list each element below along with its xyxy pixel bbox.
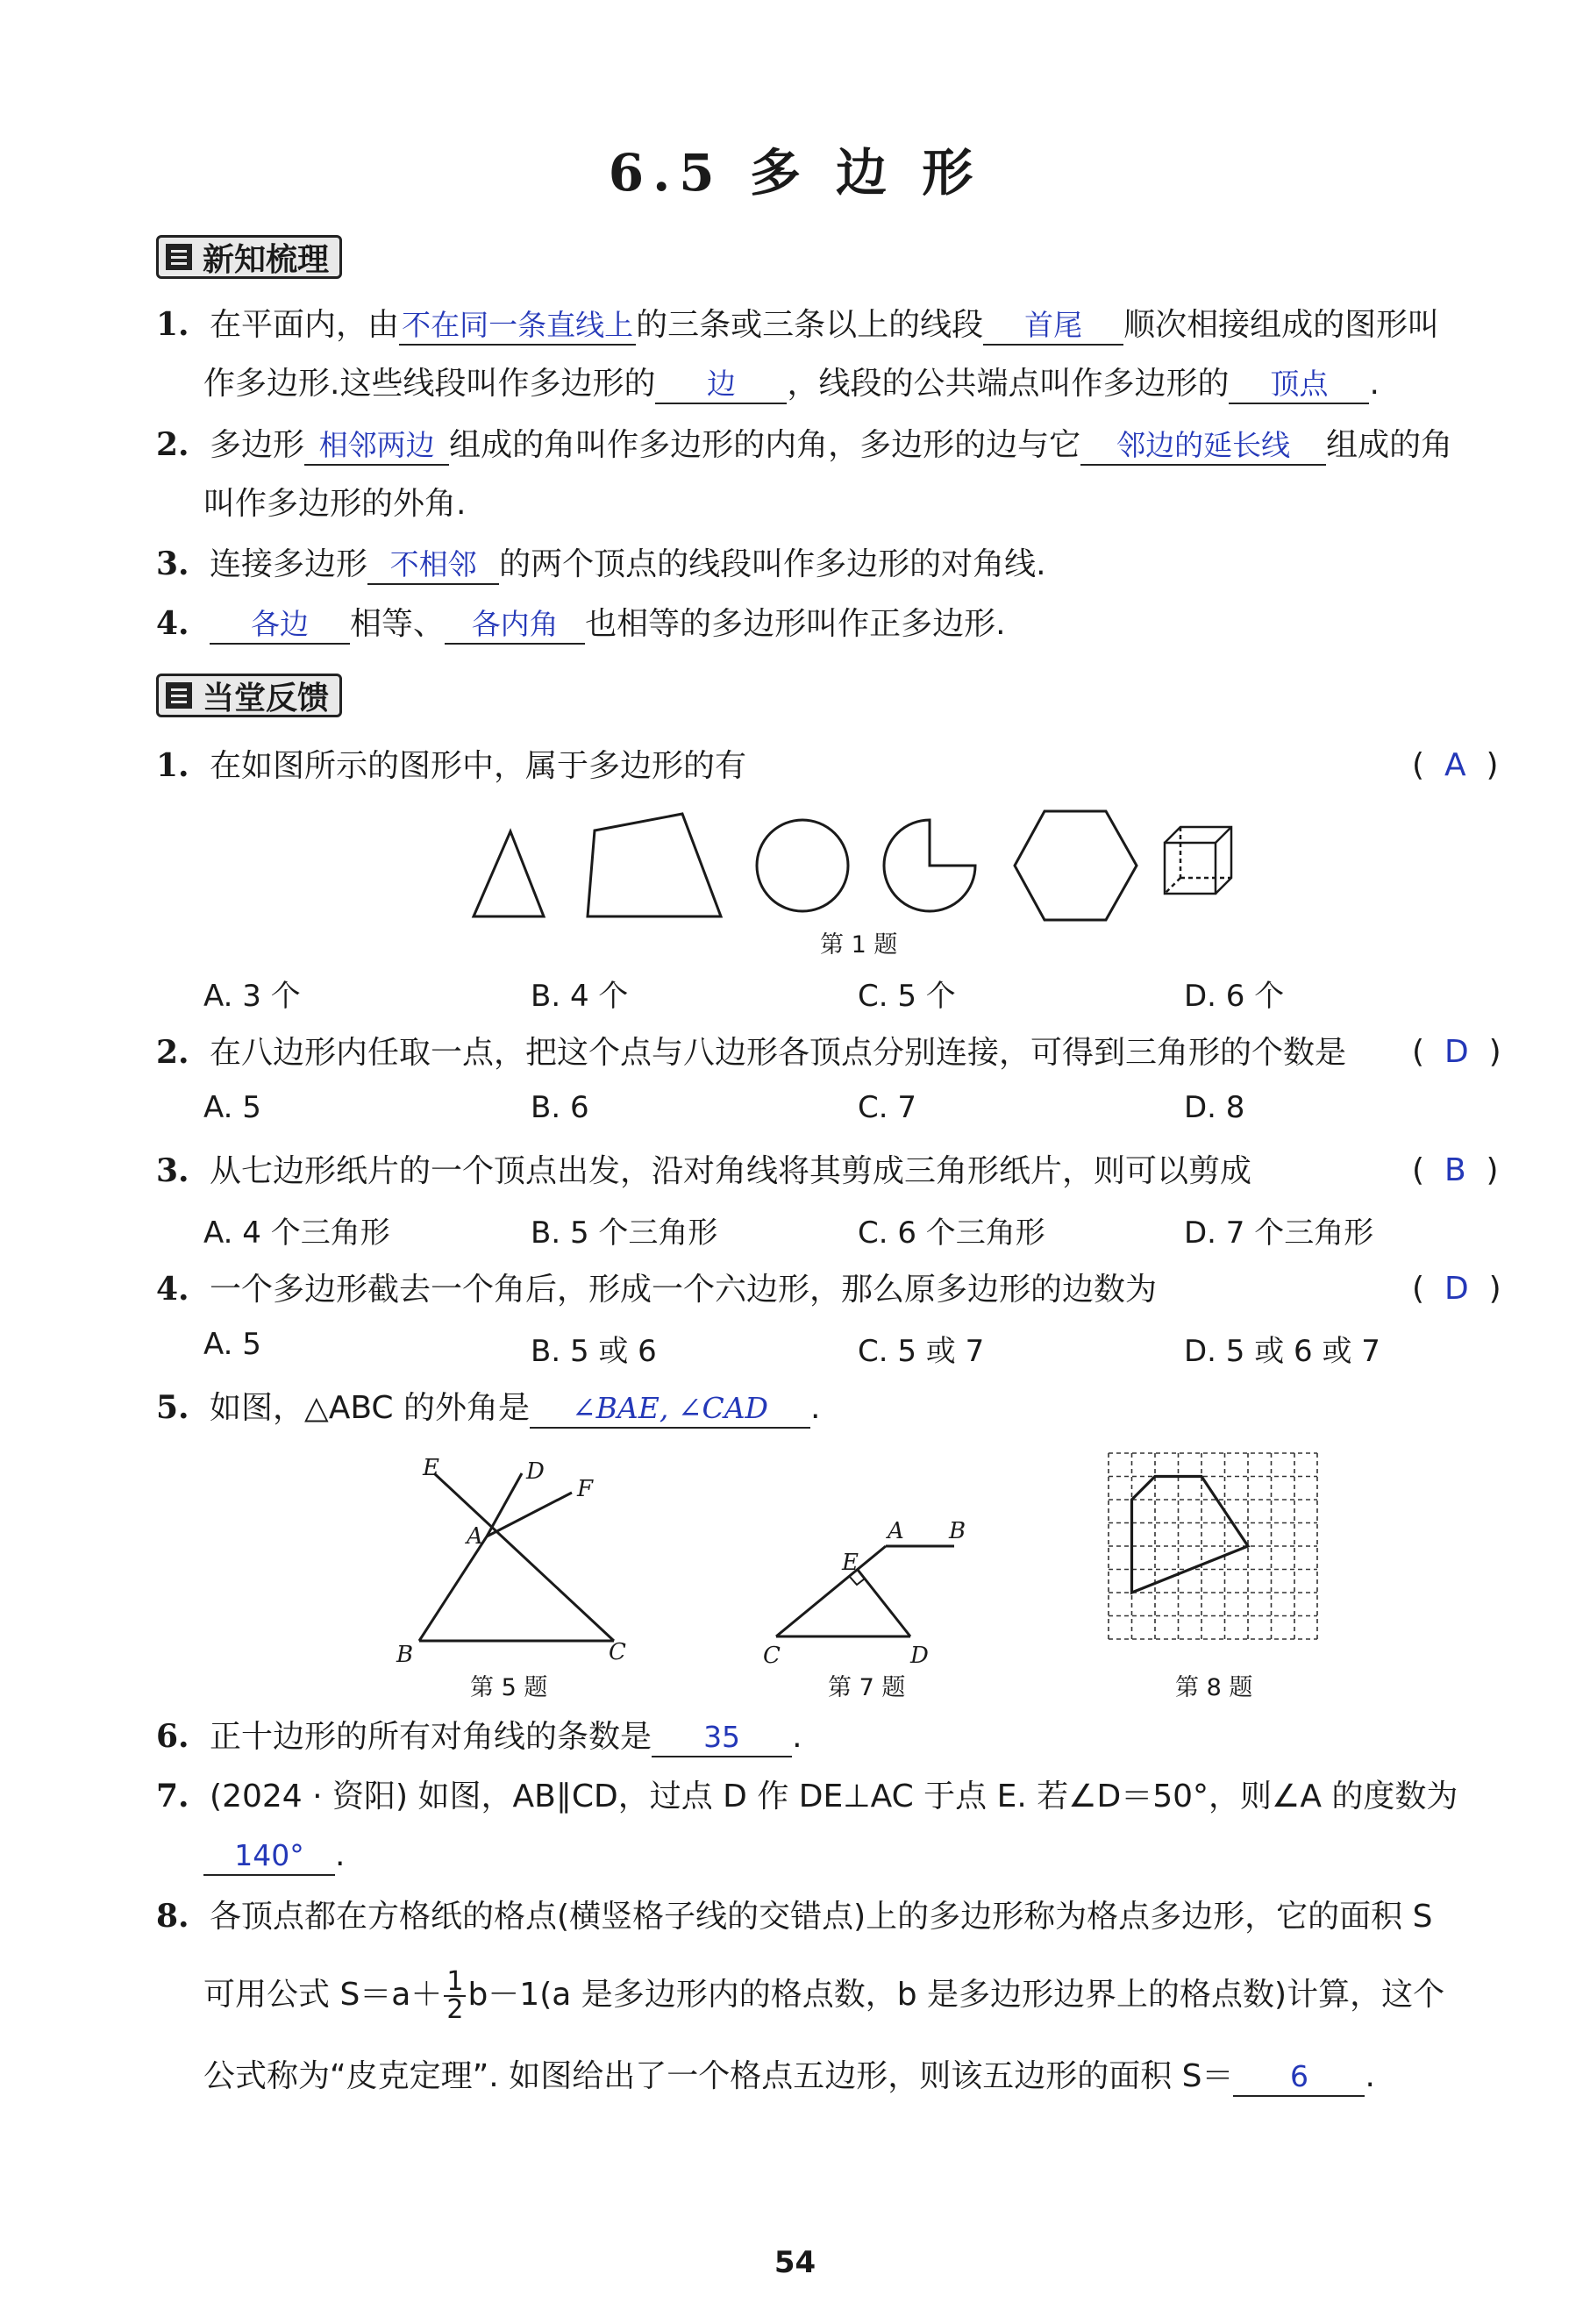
question-text: (2024 · 资阳) 如图，AB∥CD，过点 D 作 DE⊥AC 于点 E. 若∠D＝50°，则∠A 的度数为 bbox=[210, 1779, 1458, 1814]
feedback-q1 bbox=[156, 744, 746, 788]
book-icon bbox=[166, 244, 192, 270]
question-number: 2. bbox=[156, 1034, 189, 1071]
figure-8 bbox=[1107, 1451, 1326, 1662]
label-F: F bbox=[577, 1476, 594, 1502]
paren-open: ( bbox=[1412, 1034, 1425, 1070]
text: . bbox=[810, 1390, 821, 1426]
page-title: 6.5 多 边 形 bbox=[608, 143, 982, 203]
paren-open: ( bbox=[1412, 747, 1425, 783]
figure-5-caption: 第 5 题 bbox=[470, 1674, 548, 1701]
text: . bbox=[792, 1719, 802, 1755]
option-a: A. 4 个三角形 bbox=[203, 1215, 390, 1251]
section-header-feedback bbox=[156, 674, 342, 717]
feedback-q7 bbox=[156, 1774, 1458, 1819]
figure-1-shapes bbox=[456, 794, 1263, 934]
answer-blank: 各内角 bbox=[445, 606, 585, 645]
answer-blank: 140° bbox=[203, 1837, 335, 1876]
option-c: C. 6 个三角形 bbox=[858, 1215, 1045, 1251]
question-text: 公式称为“皮克定理”. 如图给出了一个格点五边形，则该五边形的面积 S＝ bbox=[203, 2058, 1234, 2094]
option-d: D. 7 个三角形 bbox=[1184, 1215, 1374, 1251]
option-b: B. 4 个 bbox=[531, 979, 629, 1014]
answer-blank: ∠BAE, ∠CAD bbox=[530, 1390, 810, 1429]
text: 作多边形.这些线段叫作多边形的 bbox=[203, 366, 656, 402]
feedback-q8-formula-line bbox=[203, 1966, 1445, 2025]
answer-blank: 35 bbox=[652, 1719, 792, 1757]
paren-close: ) bbox=[1488, 1034, 1501, 1070]
label-C: C bbox=[763, 1643, 781, 1669]
answer-blank: 不在同一条直线上 bbox=[399, 307, 636, 346]
answer-paren bbox=[1412, 744, 1499, 788]
knowledge-q4 bbox=[156, 602, 1006, 646]
figure-7-caption: 第 7 题 bbox=[828, 1674, 906, 1701]
question-number: 4. bbox=[156, 605, 189, 642]
knowledge-q1-cont bbox=[203, 362, 1380, 406]
question-text: 正十边形的所有对角线的条数是 bbox=[210, 1719, 652, 1755]
feedback-q2 bbox=[156, 1030, 1346, 1075]
segment-DE bbox=[858, 1570, 910, 1636]
question-number: 1. bbox=[156, 306, 189, 343]
question-number: 3. bbox=[156, 1152, 189, 1189]
cube-shape bbox=[1165, 827, 1231, 894]
text: 顺次相接组成的图形叫 bbox=[1123, 307, 1440, 343]
answer-blank: 邻边的延长线 bbox=[1080, 427, 1326, 466]
text: 相等、 bbox=[350, 606, 446, 642]
text: 连接多边形 bbox=[210, 546, 368, 582]
figure-7 bbox=[754, 1507, 982, 1669]
segment-AB bbox=[419, 1536, 487, 1641]
feedback-q4 bbox=[156, 1267, 1157, 1312]
feedback-q7-cont bbox=[203, 1834, 345, 1878]
option-c: C. 7 bbox=[858, 1090, 916, 1125]
knowledge-q3 bbox=[156, 542, 1046, 587]
answer-paren bbox=[1412, 1030, 1501, 1074]
label-E: E bbox=[423, 1456, 439, 1481]
numerator: 1 bbox=[444, 1969, 466, 1997]
text: ，线段的公共端点叫作多边形的 bbox=[787, 366, 1230, 402]
answer-paren bbox=[1412, 1149, 1499, 1193]
question-number: 4. bbox=[156, 1271, 189, 1308]
page-number: 54 bbox=[774, 2245, 816, 2280]
label-D: D bbox=[910, 1643, 929, 1669]
text: . bbox=[1365, 2058, 1375, 2094]
option-d: D. 5 或 6 或 7 bbox=[1184, 1334, 1380, 1369]
text: 在平面内，由 bbox=[210, 307, 400, 343]
denominator: 2 bbox=[446, 1994, 464, 2025]
question-text: 如图，△ABC 的外角是 bbox=[210, 1390, 531, 1426]
quadrilateral-shape bbox=[588, 814, 721, 916]
text: 的三条或三条以上的线段 bbox=[636, 307, 984, 343]
sector-shape bbox=[884, 820, 975, 911]
answer: D bbox=[1444, 1271, 1469, 1307]
answer: A bbox=[1444, 747, 1466, 783]
option-b: B. 5 或 6 bbox=[531, 1334, 657, 1369]
question-text: 从七边形纸片的一个顶点出发，沿对角线将其剪成三角形纸片，则可以剪成 bbox=[210, 1153, 1252, 1189]
feedback-q6 bbox=[156, 1714, 802, 1759]
section-title: 当堂反馈 bbox=[203, 680, 330, 716]
pencil-icon bbox=[166, 682, 192, 709]
paren-close: ) bbox=[1486, 1152, 1499, 1188]
label-A: A bbox=[888, 1518, 904, 1544]
question-text: 各顶点都在方格纸的格点(横竖格子线的交错点)上的多边形称为格点多边形，它的面积 S bbox=[210, 1899, 1433, 1935]
question-number: 3. bbox=[156, 545, 189, 582]
answer-blank: 顶点 bbox=[1229, 366, 1369, 404]
question-number: 6. bbox=[156, 1718, 189, 1755]
text: 组成的角 bbox=[1326, 427, 1453, 463]
paren-close: ) bbox=[1488, 1271, 1501, 1307]
feedback-q5 bbox=[156, 1386, 820, 1430]
text: 的两个顶点的线段叫作多边形的对角线. bbox=[499, 546, 1046, 582]
answer: B bbox=[1444, 1152, 1466, 1188]
text: 组成的角叫作多边形的内角，多边形的边与它 bbox=[449, 427, 1081, 463]
question-number: 1. bbox=[156, 747, 189, 784]
option-c: C. 5 个 bbox=[858, 979, 956, 1014]
paren-close: ) bbox=[1486, 747, 1499, 783]
text: . bbox=[1369, 366, 1380, 402]
answer-blank: 相邻两边 bbox=[304, 427, 449, 466]
paren-open: ( bbox=[1412, 1271, 1425, 1307]
label-B: B bbox=[949, 1518, 966, 1544]
label-B: B bbox=[396, 1642, 414, 1666]
answer-blank: 6 bbox=[1233, 2058, 1365, 2097]
question-number: 5. bbox=[156, 1389, 189, 1426]
answer-blank: 边 bbox=[655, 366, 787, 404]
question-text: 在八边形内任取一点，把这个点与八边形各顶点分别连接，可得到三角形的个数是 bbox=[210, 1035, 1347, 1071]
formula-text: 可用公式 S＝a＋ bbox=[203, 1977, 443, 2013]
text: . bbox=[335, 1837, 346, 1873]
label-A: A bbox=[467, 1523, 483, 1550]
text: 也相等的多边形叫作正多边形. bbox=[585, 606, 1006, 642]
segment-CA bbox=[776, 1546, 886, 1636]
fraction-one-half bbox=[444, 1966, 466, 2025]
knowledge-q1 bbox=[156, 303, 1439, 347]
option-d: D. 6 个 bbox=[1184, 979, 1285, 1014]
question-number: 2. bbox=[156, 426, 189, 463]
circle-shape bbox=[757, 820, 848, 911]
figure-1-caption: 第 1 题 bbox=[820, 931, 898, 959]
option-d: D. 8 bbox=[1184, 1090, 1245, 1125]
answer-blank: 首尾 bbox=[983, 307, 1123, 346]
question-number: 7. bbox=[156, 1778, 189, 1814]
lattice-pentagon bbox=[1132, 1477, 1249, 1593]
label-E: E bbox=[842, 1550, 859, 1576]
section-header-new-knowledge bbox=[156, 235, 342, 279]
figure-5 bbox=[386, 1456, 649, 1666]
hexagon-shape bbox=[1015, 811, 1137, 920]
option-a: A. 3 个 bbox=[203, 979, 301, 1014]
question-number: 8. bbox=[156, 1898, 189, 1935]
section-title: 新知梳理 bbox=[203, 241, 330, 278]
question-text: 在如图所示的图形中，属于多边形的有 bbox=[210, 748, 747, 784]
text: 多边形 bbox=[210, 427, 305, 463]
answer-blank: 各边 bbox=[210, 606, 350, 645]
option-a: A. 5 bbox=[203, 1090, 261, 1125]
feedback-q3 bbox=[156, 1149, 1251, 1194]
label-C: C bbox=[609, 1639, 626, 1665]
paren-open: ( bbox=[1412, 1152, 1425, 1188]
option-b: B. 5 个三角形 bbox=[531, 1215, 718, 1251]
label-D: D bbox=[526, 1458, 545, 1485]
answer-blank: 不相邻 bbox=[367, 546, 499, 585]
question-text: 一个多边形截去一个角后，形成一个六边形，那么原多边形的边数为 bbox=[210, 1272, 1158, 1308]
option-c: C. 5 或 7 bbox=[858, 1334, 985, 1369]
formula-text: b－1(a 是多边形内的格点数，b 是多边形边界上的格点数)计算，这个 bbox=[467, 1977, 1445, 2013]
option-a: A. 5 bbox=[203, 1327, 261, 1362]
triangle-shape bbox=[474, 831, 544, 916]
answer-paren bbox=[1412, 1267, 1501, 1311]
knowledge-q2 bbox=[156, 423, 1452, 467]
figure-8-caption: 第 8 题 bbox=[1175, 1674, 1253, 1701]
answer: D bbox=[1444, 1034, 1469, 1070]
feedback-q8-cont bbox=[203, 2055, 1375, 2099]
feedback-q8 bbox=[156, 1894, 1432, 1939]
option-b: B. 6 bbox=[531, 1090, 589, 1125]
knowledge-q2-cont: 叫作多边形的外角. bbox=[203, 486, 467, 522]
right-angle-mark bbox=[850, 1577, 865, 1585]
